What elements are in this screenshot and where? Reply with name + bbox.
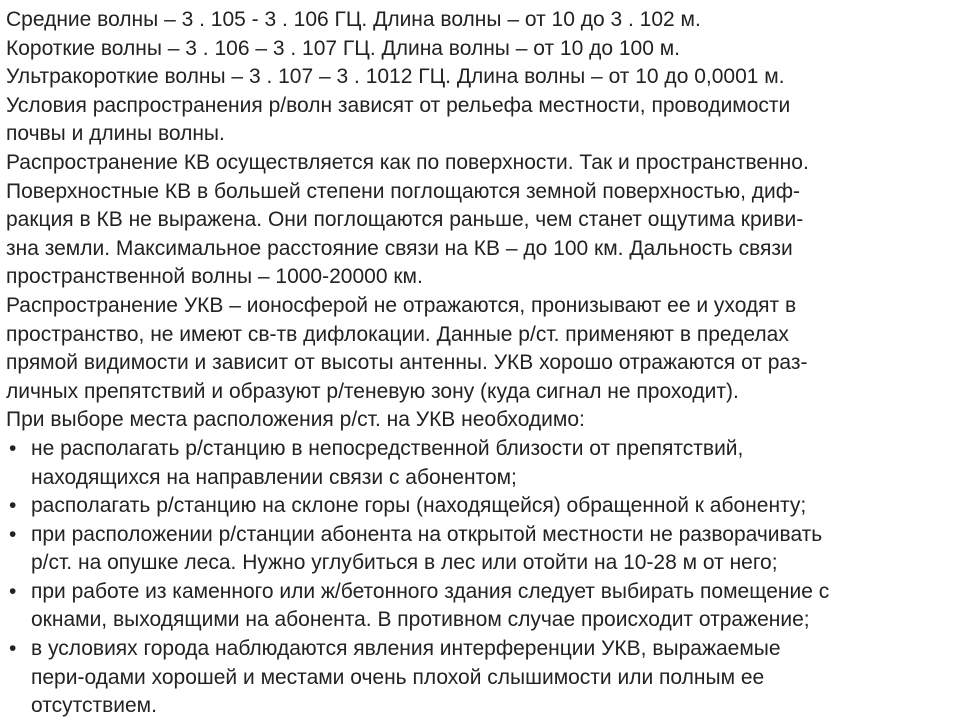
paragraph-medium-waves xyxy=(6,6,951,35)
text-line: Распространение КВ осуществляется как по поверхности. Так и пространственно. xyxy=(6,150,809,174)
text-line: пространство, не имеют св-тв дифлокации. Данные р/ст. применяют в пределах xyxy=(6,322,789,346)
text-line: Поверхностные КВ в большей степени поглощаются земной поверхностью, диф- xyxy=(6,179,800,203)
text-line: Короткие волны – 3 . 106 – 3 . 107 ГЦ. Длина волны – от 10 до 100 м. xyxy=(6,36,681,60)
text-line: почвы и длины волны. xyxy=(6,122,225,146)
paragraph-ultrashort-waves xyxy=(6,63,951,92)
bullet-text: при расположении р/станции абонента на открытой местности не разворачивать xyxy=(31,522,823,546)
bullet-text: при работе из каменного или ж/бетонного здания следует выбирать помещение с xyxy=(31,579,830,603)
text-line: Ультракороткие волны – 3 . 107 – 3 . 1012 ГЦ. Длина волны – от 10 до 0,0001 м. xyxy=(6,65,785,89)
bullet-text: отсутствием. xyxy=(31,694,157,718)
text-line: зна земли. Максимальное расстояние связи на КВ – до 100 км. Дальность связи xyxy=(6,236,793,260)
bullet-item xyxy=(6,578,951,635)
bullet-line xyxy=(6,492,951,521)
bullet-item xyxy=(6,435,951,492)
text-line: ракция в КВ не выражена. Они поглощаются раньше, чем станет ощутима криви- xyxy=(6,208,804,232)
text-line: Распространение УКВ – ионосферой не отражаются, пронизывают ее и уходят в xyxy=(6,293,797,317)
bullet-text: пери-одами хорошей и местами очень плохой слышимости или полным ее xyxy=(31,665,765,689)
bullet-item xyxy=(6,635,951,720)
bullet-item xyxy=(6,521,951,578)
text-line: При выборе места расположения р/ст. на УКВ необходимо: xyxy=(6,408,585,432)
bullet-text: окнами, выходящими на абонента. В противном случае происходит отражение; xyxy=(31,608,810,632)
bullet-item xyxy=(6,492,951,521)
text-line: пространственной волны – 1000-20000 км. xyxy=(6,265,423,289)
paragraph-site-selection-intro xyxy=(6,406,951,435)
paragraph-short-waves xyxy=(6,35,951,64)
bullet-line xyxy=(6,578,951,607)
paragraph-ukv-propagation xyxy=(6,292,951,406)
bullet-text: располагать р/станцию на склоне горы (находящейся) обращенной к абоненту; xyxy=(31,494,807,518)
paragraph-kv-propagation xyxy=(6,149,951,292)
bullet-text: не располагать р/станцию в непосредственной близости от препятствий, xyxy=(31,436,744,460)
bullet-icon: • xyxy=(9,494,17,518)
bullet-text: находящихся на направлении связи с абонентом; xyxy=(31,465,517,489)
text-line: Средние волны – 3 . 105 - 3 . 106 ГЦ. Длина волны – от 10 до 3 . 102 м. xyxy=(6,8,701,31)
slide-body-text xyxy=(6,6,951,720)
bullet-list xyxy=(6,435,951,720)
text-line: Условия распространения р/волн зависят от рельефа местности, проводимости xyxy=(6,93,791,117)
bullet-line xyxy=(6,435,951,464)
bullet-icon: • xyxy=(9,579,17,603)
bullet-line xyxy=(6,635,951,664)
bullet-icon: • xyxy=(9,522,17,546)
paragraph-propagation-conditions xyxy=(6,92,951,149)
bullet-line xyxy=(6,521,951,550)
bullet-text: р/ст. на опушке леса. Нужно углубиться в лес или отойти на 10-28 м от него; xyxy=(31,551,778,575)
text-line: личных препятствий и образуют р/теневую зону (куда сигнал не проходит). xyxy=(6,379,739,403)
bullet-icon: • xyxy=(9,436,17,460)
bullet-text: в условиях города наблюдаются явления интерференции УКВ, выражаемые xyxy=(31,637,781,661)
bullet-icon: • xyxy=(9,637,17,661)
text-line: прямой видимости и зависит от высоты антенны. УКВ хорошо отражаются от раз- xyxy=(6,351,808,375)
